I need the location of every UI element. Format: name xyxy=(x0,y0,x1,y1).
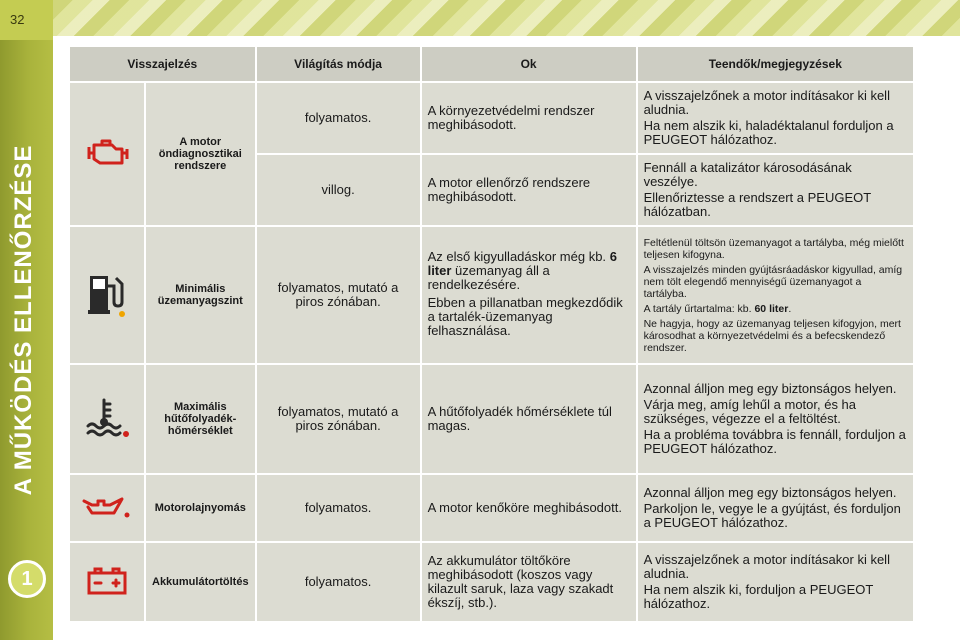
fuel-pump-icon xyxy=(70,227,144,363)
warning-lights-table xyxy=(68,45,915,623)
indicator-name: Motorolajnyomás xyxy=(146,475,255,541)
header-lighting-mode: Világítás módja xyxy=(257,47,420,81)
table-header-row xyxy=(70,47,913,81)
action xyxy=(638,543,913,621)
cause: A hűtőfolyadék hőmérséklete túl magas. xyxy=(422,365,636,473)
coolant-temperature-icon xyxy=(70,365,144,473)
lighting-mode: folyamatos. xyxy=(257,475,420,541)
lighting-mode: folyamatos. xyxy=(257,543,420,621)
cause xyxy=(422,227,636,363)
header-indicator: Visszajelzés xyxy=(70,47,255,81)
lighting-mode: villog. xyxy=(257,155,420,225)
action-text: Ha nem alszik ki, forduljon a PEUGEOT hálózathoz. xyxy=(643,582,874,611)
indicator-name: Minimális üzemanyagszint xyxy=(146,227,255,363)
action-text: Ha a probléma továbbra is fennáll, forduljon a PEUGEOT hálózathoz. xyxy=(643,427,906,456)
action-text: Parkoljon le, vegye le a gyújtást, és forduljon a PEUGEOT hálózathoz. xyxy=(643,501,901,530)
cause: A motor ellenőrző rendszere meghibásodott. xyxy=(422,155,636,225)
battery-icon xyxy=(70,543,144,621)
page-number: 32 xyxy=(0,0,53,40)
decorative-top-band xyxy=(53,0,960,36)
table-row xyxy=(70,83,913,153)
table-row xyxy=(70,227,913,363)
cause-text: Az első kigyulladáskor még kb. xyxy=(427,249,607,264)
action xyxy=(638,83,913,153)
action-text: A tartály űrtartalma: kb. xyxy=(643,302,752,315)
action xyxy=(638,155,913,225)
cause-text: Ebben a pillanatban megkezdődik a tartalék-üzemanyag felhasználása. xyxy=(427,295,623,338)
action-text: Ne hagyja, hogy az üzemanyag teljesen kifogyjon, mert károsodhat a környezetvédelmi és a befecskendező rendszer. xyxy=(643,317,901,354)
action-text: Fennáll a katalizátor károsodásának veszélye. xyxy=(643,160,852,189)
table-row xyxy=(70,365,913,473)
action-text: A visszajelzőnek a motor indításakor ki kell aludnia. xyxy=(643,88,890,117)
action xyxy=(638,365,913,473)
chapter-title: A MŰKÖDÉS ELLENŐRZÉSE xyxy=(10,144,37,496)
cause-text: üzemanyag áll a rendelkezésére. xyxy=(427,263,550,292)
chapter-badge: 1 xyxy=(8,560,46,598)
action xyxy=(638,475,913,541)
action-text: Feltétlenül töltsön üzemanyagot a tartályba, még mielőtt teljesen kifogyna. xyxy=(643,236,904,261)
lighting-mode: folyamatos, mutató a piros zónában. xyxy=(257,227,420,363)
table-row xyxy=(70,543,913,621)
cause: A környezetvédelmi rendszer meghibásodott. xyxy=(422,83,636,153)
action-emphasis: 60 liter xyxy=(754,302,789,315)
cause: A motor kenőköre meghibásodott. xyxy=(422,475,636,541)
indicator-name: A motor öndiagnosztikai rendszere xyxy=(146,83,255,225)
cause-emphasis: 6 liter xyxy=(427,249,617,278)
action-text: Ellenőriztesse a rendszert a PEUGEOT hálózatban. xyxy=(643,190,871,219)
action-text: A tartály űrtartalma: kb. 60 liter. xyxy=(643,302,792,315)
oil-can-icon xyxy=(70,475,144,541)
cause: Az akkumulátor töltőköre meghibásodott (koszos vagy kilazult saruk, laza vagy szakadt ékszíj, stb.). xyxy=(422,543,636,621)
action-text: A visszajelzőnek a motor indításakor ki kell aludnia. xyxy=(643,552,890,581)
action-text: A visszajelzés minden gyújtásráadáskor kigyullad, amíg nem tölt elegendő mennyiségű üzemanyagot a tartályba. xyxy=(643,263,903,300)
action-text: Ha nem alszik ki, haladéktalanul forduljon a PEUGEOT hálózathoz. xyxy=(643,118,894,147)
header-cause: Ok xyxy=(422,47,636,81)
action-text: Azonnal álljon meg egy biztonságos helyen. xyxy=(643,381,897,396)
action-text: Azonnal álljon meg egy biztonságos helyen. xyxy=(643,485,897,500)
engine-icon xyxy=(70,83,144,225)
header-action: Teendők/megjegyzések xyxy=(638,47,913,81)
indicator-name: Akkumulátortöltés xyxy=(146,543,255,621)
lighting-mode: folyamatos, mutató a piros zónában. xyxy=(257,365,420,473)
table-row xyxy=(70,475,913,541)
indicator-name: Maximális hűtőfolyadék-hőmérséklet xyxy=(146,365,255,473)
action-text: Várja meg, amíg lehűl a motor, és ha szükséges, végezze el a feltöltést. xyxy=(643,397,857,426)
sidebar xyxy=(0,0,53,640)
lighting-mode: folyamatos. xyxy=(257,83,420,153)
action xyxy=(638,227,913,363)
